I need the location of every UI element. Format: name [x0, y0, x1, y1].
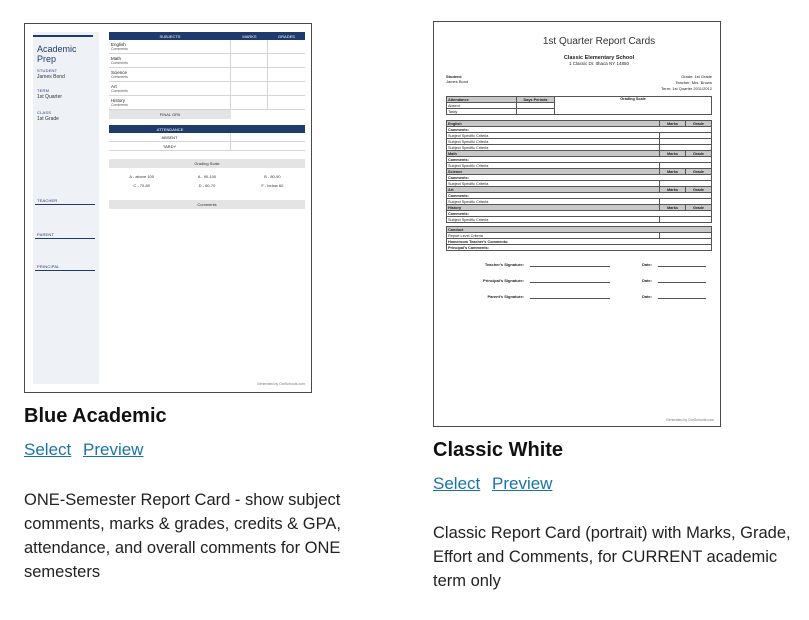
grading-scale-header: Grading Scale — [555, 97, 712, 115]
marks-header: Marks — [660, 187, 686, 193]
marks-header: Marks — [660, 121, 686, 127]
school-address: 1 Classic Dr. Ithaca NY 14850 — [569, 61, 629, 66]
tardy-label: TARDY — [109, 142, 231, 150]
preview-link[interactable]: Preview — [82, 440, 144, 459]
table-row — [109, 40, 305, 54]
attendance-table — [446, 96, 712, 115]
scale-item: A - above 100 — [129, 174, 154, 179]
subject-note: Comments — [111, 103, 128, 107]
table-row — [109, 96, 305, 110]
generated-footer: Generated by OurSchools.com — [665, 418, 714, 422]
conduct-header: Conduct — [447, 227, 712, 233]
subject-name: History — [447, 205, 660, 211]
signature-line — [35, 204, 95, 205]
teacher-signature-row — [446, 261, 712, 267]
scale-item: A - 90-100 — [197, 174, 217, 179]
template-description: Classic Report Card (portrait) with Marks, Grade, Effort and Comments, for CURRENT academic term only — [433, 524, 791, 590]
absent-label: ABSENT — [109, 133, 231, 141]
report-heading: 1st Quarter Report Cards — [542, 36, 656, 47]
school-name: Classic Elementary School — [563, 55, 635, 61]
comments-section — [109, 200, 305, 209]
conduct-table — [446, 226, 712, 251]
divider — [33, 35, 93, 37]
table-row — [109, 68, 305, 82]
principal-label: PRINCIPAL — [37, 264, 60, 269]
date-line — [658, 261, 706, 267]
scale-item: B - 80-90 — [264, 174, 281, 179]
principal-signature-row — [446, 277, 712, 283]
template-thumbnail[interactable] — [24, 23, 312, 393]
days-periods-header: Days Periods — [517, 97, 555, 103]
subject-note: Comments — [111, 75, 128, 79]
principal-signature-label: Principal's Signature: — [483, 278, 524, 283]
subject-name: Math — [111, 56, 122, 61]
subject-name: History — [111, 98, 126, 103]
date-label: Date: — [641, 278, 652, 283]
select-link[interactable]: Select — [24, 440, 72, 459]
preview-link[interactable]: Preview — [491, 474, 553, 493]
attendance-header: Attendance — [447, 97, 517, 103]
signature-line — [530, 293, 610, 299]
table-row — [109, 82, 305, 96]
subject-name: English — [447, 121, 660, 127]
student-info — [446, 74, 712, 92]
comments-title: Comments — [109, 200, 305, 209]
program-title: Academic Prep — [37, 44, 77, 64]
scale-item: C - 70-80 — [133, 183, 150, 188]
subject-name: English — [111, 42, 126, 47]
subjects-table — [446, 120, 712, 223]
comments-label: Comments: — [447, 193, 712, 199]
tardy-label: Tardy — [447, 109, 517, 115]
header-marks: MARKS — [242, 33, 257, 39]
class-value: 1st Grade — [37, 116, 59, 122]
date-label: Date: — [641, 294, 652, 299]
student-name: James Bond — [37, 74, 65, 80]
grade-header: Grade — [686, 205, 712, 211]
sidebar-panel — [33, 32, 99, 384]
term-line: Term: 1st Quarter 2011/2012 — [661, 86, 712, 91]
subjects-header — [109, 32, 305, 40]
teacher-line: Teacher: Mrs. Brown — [675, 80, 712, 85]
header-subjects: SUBJECTS — [159, 33, 181, 39]
parent-signature-label: Parent's Signature: — [487, 294, 524, 299]
criteria-row: Subject Specific Criteria — [447, 181, 660, 187]
signature-line — [530, 277, 610, 283]
teacher-label: TEACHER — [37, 198, 58, 203]
grading-scale-grid — [109, 168, 305, 194]
comments-label: Comments: — [447, 175, 712, 181]
template-title: Blue Academic — [24, 405, 167, 427]
subject-name: Science — [111, 70, 128, 75]
grading-scale-title: Grading Scale — [109, 159, 305, 168]
criteria-row: Subject Specific Criteria — [447, 163, 660, 169]
homeroom-comments: Homeroom Teacher's Comments: — [447, 239, 712, 245]
absent-label: Absent — [447, 103, 517, 109]
report-level-row: Report Level Criteria — [447, 233, 660, 239]
grade-header: Grade — [686, 121, 712, 127]
grade-header: Grade — [686, 151, 712, 157]
template-title: Classic White — [433, 439, 564, 461]
table-row — [109, 133, 305, 142]
attendance-section — [109, 125, 305, 151]
criteria-row: Subject Specific Criteria — [447, 217, 660, 223]
report-preview — [446, 36, 712, 299]
comments-label: Comments: — [447, 127, 712, 133]
student-label: Student: — [446, 74, 463, 79]
grade-line: Grade: 1st Grade — [681, 74, 712, 79]
header-grades: GRADES — [278, 33, 295, 39]
signature-line — [35, 270, 95, 271]
class-label: CLASS — [37, 110, 52, 115]
teacher-signature-label: Teacher's Signature: — [484, 262, 524, 267]
principal-comments: Principal's Comments: — [447, 245, 712, 251]
template-thumbnail[interactable] — [433, 21, 721, 427]
template-links — [24, 440, 396, 460]
criteria-row: Subject Specific Criteria — [447, 199, 660, 205]
term-label: TERM — [37, 88, 50, 93]
criteria-row: Subject Specific Criteria — [447, 145, 660, 151]
grade-header: Grade — [686, 169, 712, 175]
grade-header: Grade — [686, 187, 712, 193]
table-row — [109, 54, 305, 68]
subject-note: Comments — [111, 61, 128, 65]
comments-label: Comments: — [447, 157, 712, 163]
criteria-row: Subject Specific Criteria — [447, 133, 660, 139]
subject-name: Math — [447, 151, 660, 157]
subject-name: Art — [111, 84, 117, 89]
comments-label: Comments: — [447, 211, 712, 217]
subject-name: Art — [447, 187, 660, 193]
final-gpa-bar: FINAL GPA — [109, 110, 231, 119]
signature-line — [35, 238, 95, 239]
date-label: Date: — [641, 262, 652, 267]
template-card-blue-academic — [24, 0, 396, 584]
scale-item: D - 60-70 — [198, 183, 216, 188]
date-line — [658, 293, 706, 299]
subject-note: Comments — [111, 47, 128, 51]
report-main — [109, 32, 305, 209]
parent-signature-row — [446, 293, 712, 299]
template-description: ONE-Semester Report Card - show subject comments, marks & grades, credits & GPA, attendance, and overall comments for ONE semesters — [24, 491, 341, 581]
select-link[interactable]: Select — [433, 474, 481, 493]
parent-label: PARENT — [37, 232, 55, 237]
marks-header: Marks — [660, 205, 686, 211]
marks-header: Marks — [660, 169, 686, 175]
generated-footer: Generated by OurSchools.com — [256, 382, 305, 386]
attendance-title: ATTENDANCE — [156, 126, 184, 132]
grading-scale-section — [109, 159, 305, 194]
scale-item: F - below 60 — [261, 183, 284, 188]
template-links — [433, 474, 805, 494]
attendance-header — [109, 125, 305, 133]
table-row — [109, 142, 305, 151]
template-card-classic-white — [433, 0, 805, 593]
signature-line — [530, 261, 610, 267]
subject-note: Comments — [111, 89, 128, 93]
date-line — [658, 277, 706, 283]
student-label: STUDENT — [37, 68, 58, 73]
criteria-row: Subject Specific Criteria — [447, 139, 660, 145]
subject-name: Science — [447, 169, 660, 175]
marks-header: Marks — [660, 151, 686, 157]
student-name: James Bond — [446, 79, 469, 84]
term-value: 1st Quarter — [37, 94, 63, 100]
